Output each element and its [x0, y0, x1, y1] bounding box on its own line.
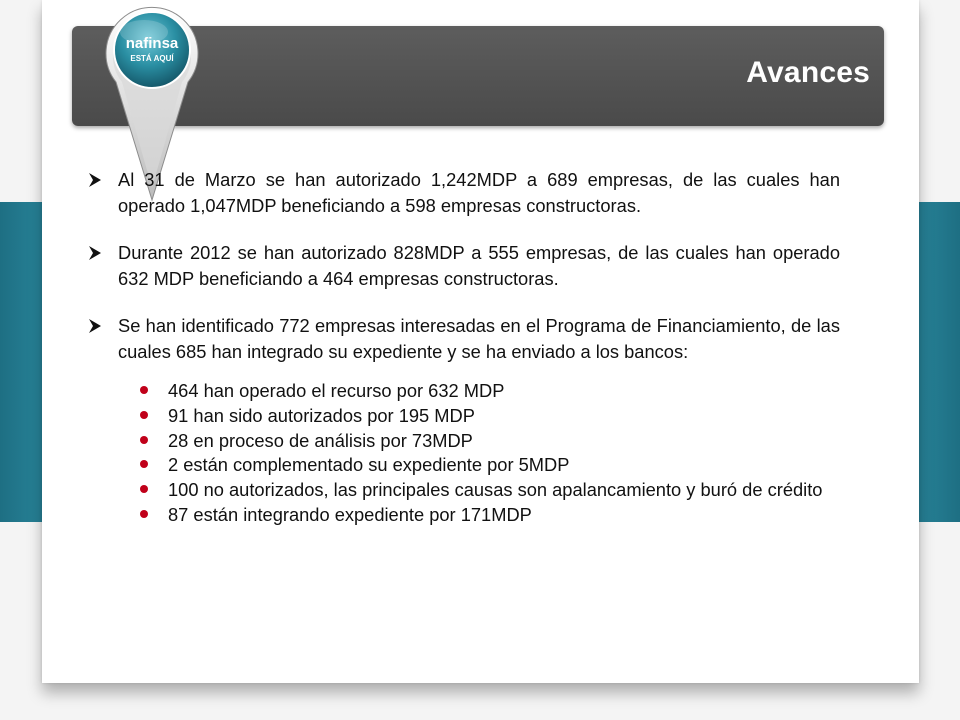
bullet-point: [88, 313, 840, 365]
logo-brand-text: nafinsa: [125, 35, 179, 52]
list-item: [88, 379, 840, 404]
arrow-bullet-icon: [88, 172, 102, 188]
sub-bullet-list: [88, 379, 840, 528]
list-item-text: 91 han sido autorizados por 195 MDP: [168, 404, 475, 426]
red-dot-icon: [140, 485, 148, 493]
bullet-text: Durante 2012 se han autorizado 828MDP a 555 empresas, de las cuales han operado 632 MDP beneficiando a 464 empresas constructoras.: [118, 242, 840, 289]
list-item: [88, 429, 840, 454]
bullet-text: Al 31 de Marzo se han autorizado 1,242MDP a 689 empresas, de las cuales han operado 1,047MDP beneficiando a 598 empresas constructoras.: [118, 169, 840, 216]
list-item: [88, 453, 840, 478]
red-dot-icon: [140, 510, 148, 518]
page-title: Avances: [746, 56, 870, 89]
list-item-text: 87 están integrando expediente por 171MDP: [168, 503, 532, 525]
red-dot-icon: [140, 386, 148, 394]
logo-tagline-text: ESTÁ AQUÍ: [130, 54, 174, 63]
list-item: [88, 478, 840, 503]
list-item: [88, 404, 840, 429]
list-item-text: 28 en proceso de análisis por 73MDP: [168, 429, 473, 451]
red-dot-icon: [140, 436, 148, 444]
red-dot-icon: [140, 460, 148, 468]
content-body: [88, 167, 840, 528]
arrow-bullet-icon: [88, 318, 102, 334]
list-item-text: 100 no autorizados, las principales causas son apalancamiento y buró de crédito: [168, 479, 823, 501]
bullet-point: [88, 240, 840, 292]
bullet-point: [88, 167, 840, 219]
list-item: [88, 503, 840, 528]
arrow-bullet-icon: [88, 245, 102, 261]
list-item-text: 2 están complementado su expediente por 5MDP: [168, 454, 570, 476]
red-dot-icon: [140, 411, 148, 419]
bullet-text: Se han identificado 772 empresas interesadas en el Programa de Financiamiento, de las cuales 685 han integrado su expediente y se ha enviado a los bancos:: [118, 315, 840, 362]
list-item-text: 464 han operado el recurso por 632 MDP: [168, 380, 505, 401]
